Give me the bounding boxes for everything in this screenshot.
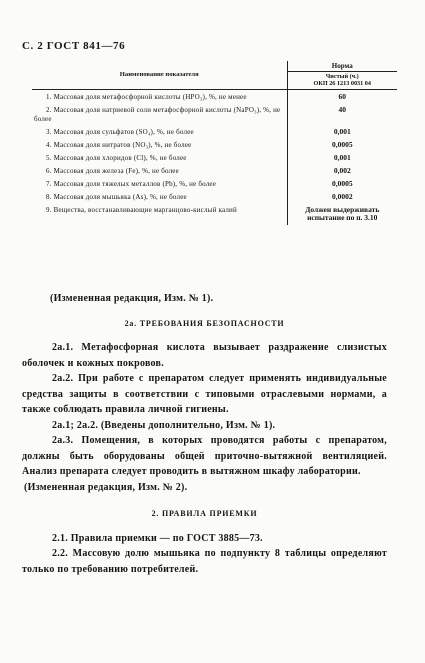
table-row: [32, 178, 397, 191]
indicator-name: 9. Вещества, восстанавливающие марганцово-кислый калий: [32, 204, 287, 225]
indicator-name: 5. Массовая доля хлоридов (Cl), %, не более: [32, 152, 287, 165]
indicator-name: 6. Массовая доля железа (Fe), %, не более: [32, 165, 287, 178]
page-header: С. 2 ГОСТ 841—76: [22, 40, 126, 52]
column-header-grade: [287, 71, 397, 89]
table-row: [32, 152, 397, 165]
grade-header-line1: Чистый (ч.): [325, 72, 359, 80]
indicator-name: 8. Массовая доля мышьяка (As), %, не более: [32, 191, 287, 204]
indicator-value: 40: [338, 105, 346, 115]
column-header-indicator: Наименование показателя: [32, 61, 287, 90]
indicator-value: 0,001: [333, 127, 351, 137]
table-row: [32, 104, 397, 126]
table-row: [32, 191, 397, 204]
table-row: [32, 204, 397, 225]
indicator-name: 2. Массовая доля натриевой соли метафосфорной кислоты (NaPO₃), %, не более: [32, 104, 287, 126]
table-row: [32, 126, 397, 139]
paragraph-2a2: 2а.2. При работе с препаратом следует применять индивидуальные средства защиты в соответствии с типовыми отраслевыми нормами, а также соблюдать правила личной гигиены.: [22, 373, 387, 415]
table-row: [32, 165, 397, 178]
indicator-value: 0,0002: [331, 191, 353, 201]
amendment-note-2: (Измененная редакция, Изм. № 2).: [24, 481, 188, 493]
indicator-value: 0,001: [333, 152, 351, 162]
document-body: [22, 291, 387, 577]
section-title-acceptance: 2. ПРАВИЛА ПРИЕМКИ: [151, 509, 258, 518]
amendment-note-1: (Измененная редакция, Изм. № 1).: [50, 293, 214, 304]
indicator-value: 60: [338, 92, 346, 102]
paragraph-2-2: 2.2. Массовую долю мышьяка по подпункту 8 таблицы определяют только по требованию потребителей.: [22, 548, 387, 575]
indicator-value: 0,0005: [331, 178, 353, 188]
paragraph-2a3: 2а.3. Помещения, в которых проводятся работы с препаратом, должны быть оборудованы общей приточно-вытяжной вентиляцией. Анализ препарата следует проводить в вытяжном шкафу лаборатории.: [22, 435, 387, 477]
indicator-name: 4. Массовая доля нитратов (NO₃), %, не более: [32, 139, 287, 152]
grade-header-line2: ОКП 26 1213 0031 04: [313, 80, 371, 88]
indicator-value: 0,002: [333, 165, 351, 175]
indicator-name: 1. Массовая доля метафосфорной кислоты (НРО₃), %, не менее: [32, 90, 287, 104]
specification-table: [32, 61, 397, 225]
paragraph-2a1: 2а.1. Метафосфорная кислота вызывает раздражение слизистых оболочек и кожных покровов.: [22, 342, 387, 369]
indicator-value: Должен выдерживать испытание по п. 3.10: [305, 204, 380, 223]
paragraph-2-1: 2.1. Правила приемки — по ГОСТ 3885—73.: [52, 532, 263, 544]
paragraph-2a-added: 2а.1; 2а.2. (Введены дополнительно, Изм. № 1).: [52, 419, 276, 431]
indicator-name: 3. Массовая доля сульфатов (SO₄), %, не более: [32, 126, 287, 139]
indicator-name: 7. Массовая доля тяжелых металлов (Pb), %, не более: [32, 178, 287, 191]
indicator-value: 0,0005: [331, 140, 353, 150]
column-header-norm: Норма: [287, 61, 397, 71]
table-row: [32, 139, 397, 152]
section-title-safety: 2а. ТРЕБОВАНИЯ БЕЗОПАСНОСТИ: [124, 318, 285, 328]
table-row: [32, 90, 397, 104]
